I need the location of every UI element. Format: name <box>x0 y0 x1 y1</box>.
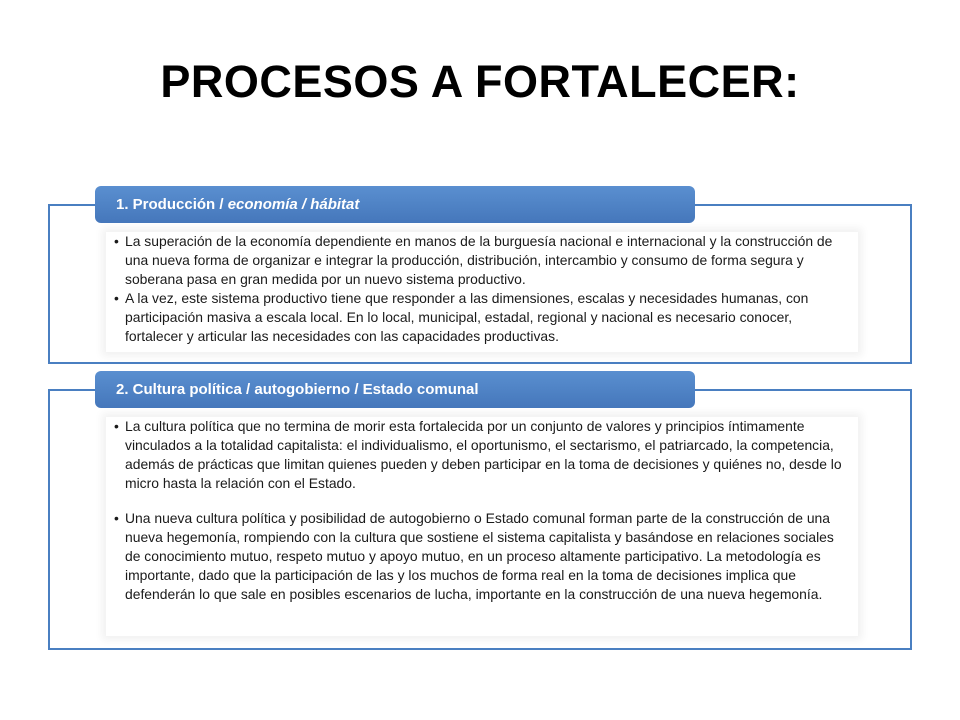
section-produccion <box>48 186 912 364</box>
section-body <box>106 232 858 352</box>
section-header-text: 1. Producción / <box>116 196 228 213</box>
bullet-item: • Una nueva cultura política y posibilidad de autogobierno o Estado comunal forman parte de la construcción de una nueva hegemonía, rompiendo con la cultura que sostiene el sistema capitalista y basándose en relaciones sociales de conocimiento mutuo, respeto mutuo y apoyo mutuo, en un proceso altamente participativo. La metodología es importante, dado que la participación de las y los muchos de forma real en la toma de decisiones implica que defenderán lo que sale en posibles escenarios de lucha, importante en la construcción de una nueva hegemonía. <box>112 509 852 604</box>
section-header-italic-text: economía / hábitat <box>227 196 360 213</box>
section-body <box>106 417 858 636</box>
bullet-item: • A la vez, este sistema productivo tiene que responder a las dimensiones, escalas y necesidades humanas, con participación masiva a escala local. En lo local, municipal, estadal, regional y nacional es necesario conocer, fortalecer y articular las necesidades con las capacidades productivas. <box>112 289 852 346</box>
slide-title: PROCESOS A FORTALECER: <box>160 56 800 107</box>
section-header-text: 2. Cultura política / autogobierno / Estado comunal <box>116 381 479 398</box>
section-cultura-politica <box>48 371 912 650</box>
bullet-item: • La cultura política que no termina de morir esta fortalecida por un conjunto de valores y principios íntimamente vinculados a la totalidad capitalista: el individualismo, el oportunismo, el sectarismo, el patriarcado, la competencia, además de prácticas que limitan quienes pueden y deben participar en la toma de decisiones y quiénes no, desde lo micro hasta la relación con el Estado. <box>112 417 852 493</box>
section-header <box>95 186 695 223</box>
section-header <box>95 371 695 408</box>
bullet-item: • La superación de la economía dependiente en manos de la burguesía nacional e internacional y la construcción de una nueva forma de organizar e integrar la producción, distribución, intercambio y consumo de forma segura y soberana pasa en gran medida por un nuevo sistema productivo. <box>112 232 852 289</box>
